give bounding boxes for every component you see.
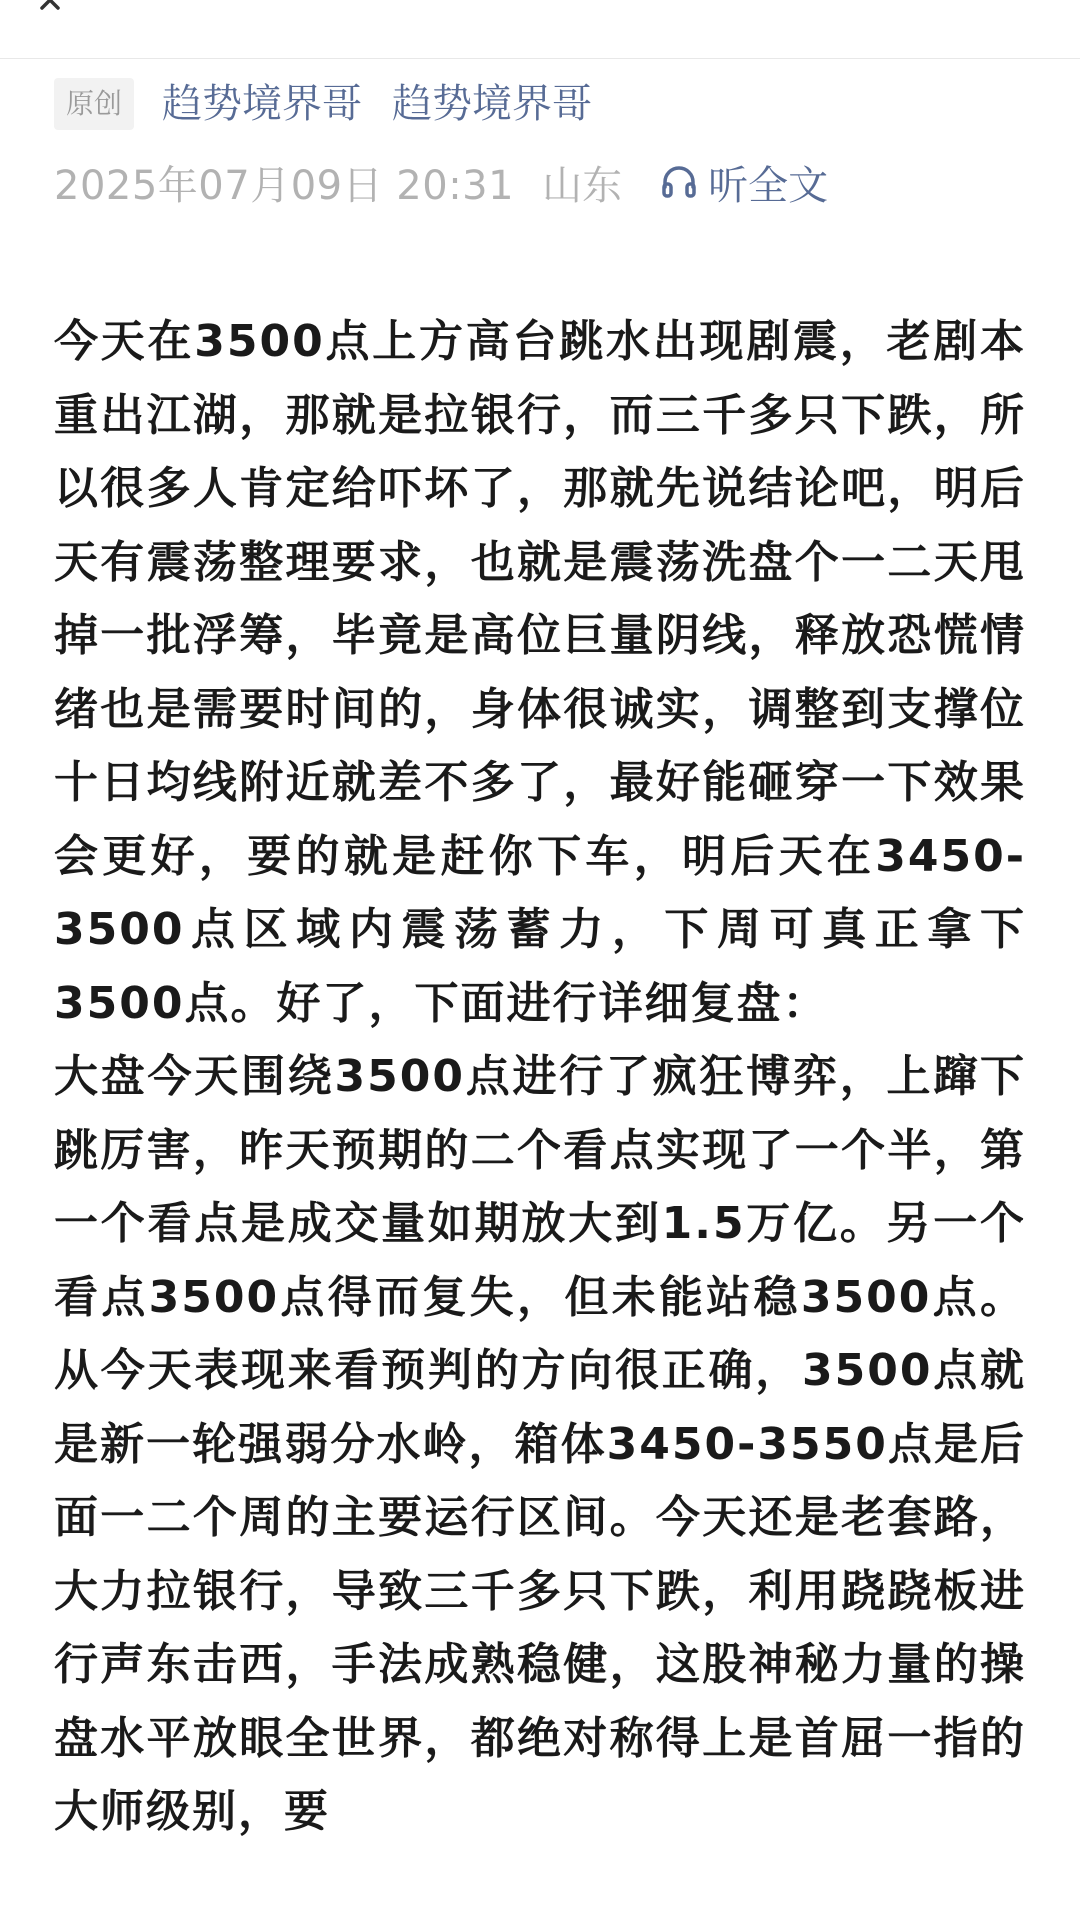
publish-info-row — [54, 154, 828, 210]
close-button[interactable] — [30, 0, 80, 26]
publish-date: 2025年07月09日 20:31 — [54, 162, 515, 209]
article-paragraph: 大盘今天围绕3500点进行了疯狂博弈，上蹿下跳厉害，昨天预期的二个看点实现了一个半，第一个看点是成交量如期放大到1.5万亿。另一个看点3500点得而复失，但未能站稳3500点。从今天表现来看预判的方向很正确，3500点就是新一轮强弱分水岭，箱体3450-3550点是后面一二个周的主要运行区间。今天还是老套路，大力拉银行，导致三千多只下跌，利用跷跷板进行声东击西，手法成熟稳健，这股神秘力量的操盘水平放眼全世界，都绝对称得上是首屈一指的大师级别，要 — [54, 1051, 1026, 1837]
author-name-link[interactable]: 趋势境界哥 — [162, 81, 363, 127]
top-bar — [0, 0, 1080, 59]
article-paragraph: 今天在3500点上方高台跳水出现剧震，老剧本重出江湖，那就是拉银行，而三千多只下跌，所以很多人肯定给吓坏了，那就先说结论吧，明后天有震荡整理要求，也就是震荡洗盘个一二天甩掉一批浮筹，毕竟是高位巨量阴线，释放恐慌情绪也是需要时间的，身体很诚实，调整到支撑位十日均线附近就差不多了，最好能砸穿一下效果会更好，要的就是赶你下车，明后天在3450-3500点区域内震荡蓄力，下周可真正拿下3500点。好了，下面进行详细复盘： — [54, 316, 1026, 1029]
headphones-icon — [660, 163, 698, 201]
listen-label: 听全文 — [708, 162, 829, 209]
author-row — [54, 76, 622, 132]
publish-region: 山东 — [542, 162, 623, 209]
article-body — [54, 305, 1026, 1849]
listen-full-text-button[interactable] — [660, 154, 828, 211]
close-icon[interactable] — [30, 0, 80, 26]
account-name-link[interactable]: 趋势境界哥 — [392, 81, 593, 127]
original-tag: 原创 — [54, 78, 134, 130]
